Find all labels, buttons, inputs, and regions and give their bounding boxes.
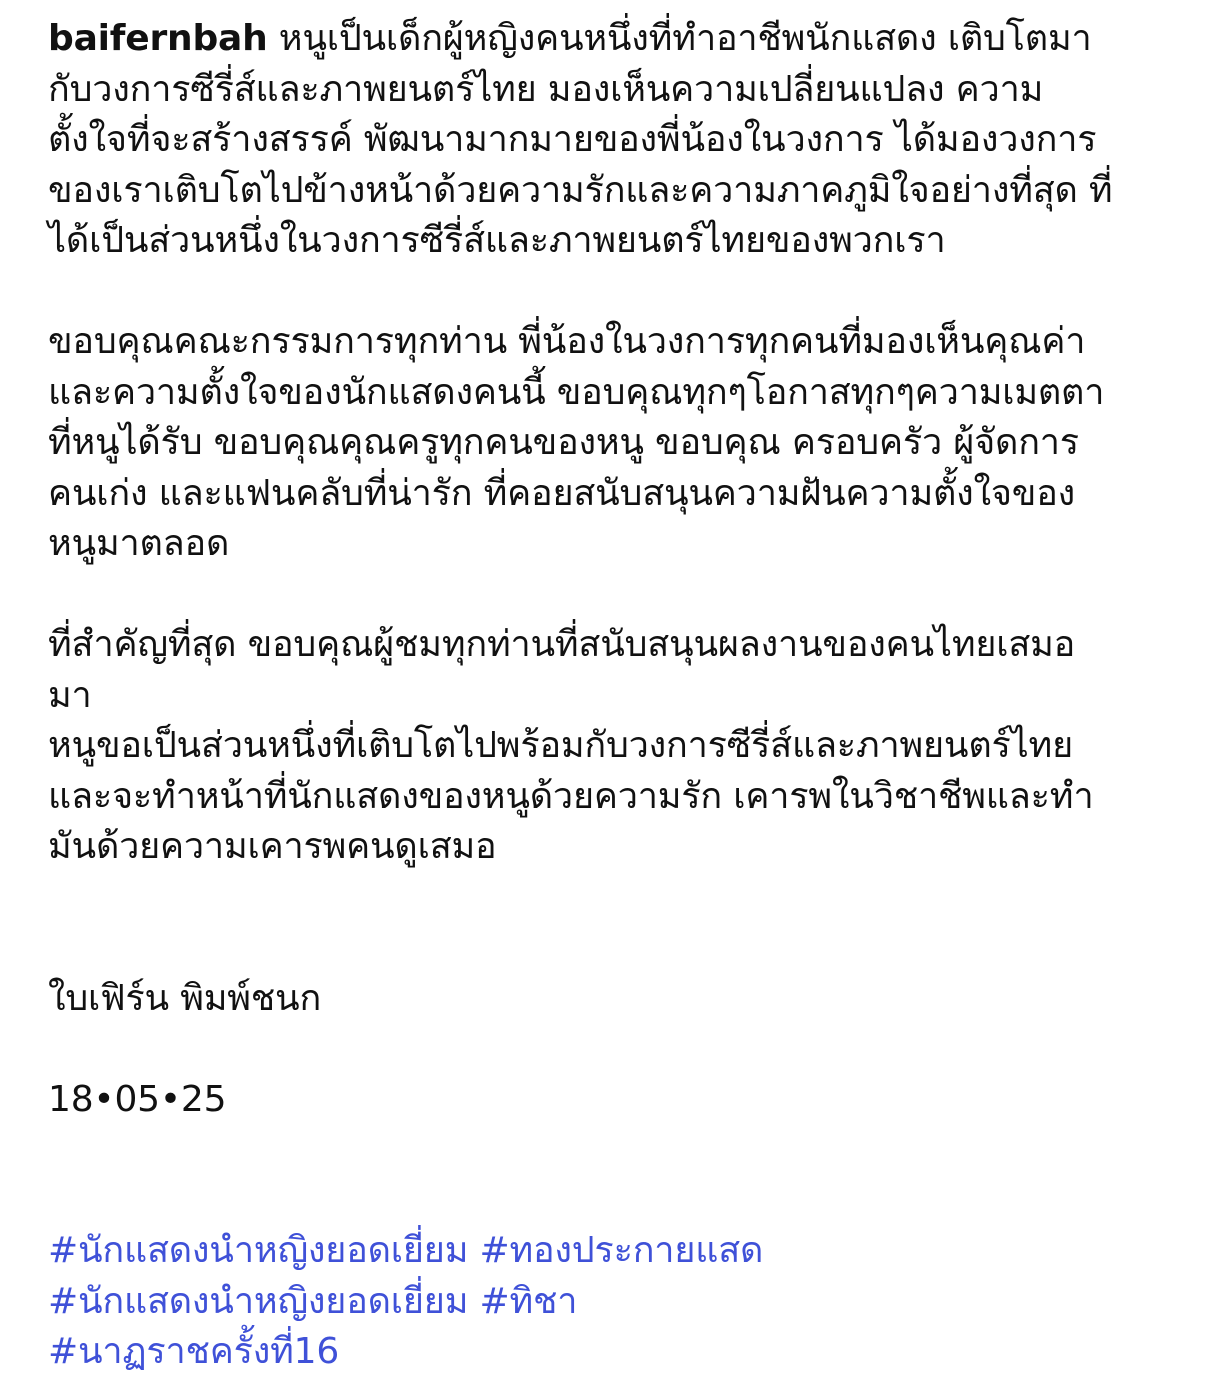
signature-name: ใบเฟิร์น พิมพ์ชนก <box>48 977 322 1019</box>
caption-paragraph-3: ที่สำคัญที่สุด ขอบคุณผู้ชมทุกท่านที่สนับสนุนผลงานของคนไทยเสมอ มา <box>48 624 1076 716</box>
caption-paragraph-1 <box>48 14 1168 267</box>
signature <box>48 923 1168 1176</box>
hashtag-line-3 <box>48 1327 1168 1378</box>
hashtag-list <box>48 1226 1168 1378</box>
hashtag-line-2 <box>48 1277 1168 1328</box>
signature-date: 18•05•25 <box>48 1078 227 1120</box>
hashtag-link[interactable]: #นาฏราชครั้งที่16 <box>48 1331 340 1372</box>
hashtag-link[interactable]: #ทิชา <box>479 1280 578 1322</box>
hashtag-link[interactable]: #นักแสดงนำหญิงยอดเยี่ยม <box>48 1230 469 1271</box>
hashtag-line-1 <box>48 1226 1168 1277</box>
post-caption <box>48 14 1168 1378</box>
hashtag-link[interactable]: #ทองประกายแสด <box>479 1230 764 1271</box>
hashtag-link[interactable]: #นักแสดงนำหญิงยอดเยี่ยม <box>48 1280 469 1322</box>
caption-paragraph-2: ขอบคุณคณะกรรมการทุกท่าน พี่น้องในวงการทุกคนที่มองเห็นคุณค่า และความตั้งใจของนักแสดงคนนี้ ขอบคุณทุกๆโอกาสทุกๆความเมตตา ที่หนูได้รับ ขอบคุณคุณครูทุกคนของหนู ขอบคุณ ครอบครัว ผู้จัดการ คนเก่ง และแฟนคลับที่น่ารัก ที่คอยสนับสนุนความฝันความตั้งใจของ หนูมาตลอด <box>48 321 1105 564</box>
caption-paragraph-4: หนูขอเป็นส่วนหนึ่งที่เติบโตไปพร้อมกับวงการซีรี่ส์และภาพยนตร์ไทย และจะทำหน้าที่นักแสดงของหนูด้วยความรัก เคารพในวิชาชีพและทำ มันด้วยความเคารพคนดูเสมอ <box>48 725 1094 867</box>
username-link[interactable]: baifernbah <box>48 18 268 59</box>
caption-text: หนูเป็นเด็กผู้หญิงคนหนึ่งที่ทำอาชีพนักแสดง เติบโตมา กับวงการซีรี่ส์และภาพยนตร์ไทย มองเห็นความเปลี่ยนแปลง ความ ตั้งใจที่จะสร้างสรรค์ พัฒนามากมายของพี่น้องในวงการ ได้มองวงการ ของเราเติบโตไปข้างหน้าด้วยความรักและความภาคภูมิใจอย่างที่สุด ที่ ได้เป็นส่วนหนึ่งในวงการซีรี่ส์และภาพยนตร์ไทยของพวกเรา <box>48 18 1113 261</box>
